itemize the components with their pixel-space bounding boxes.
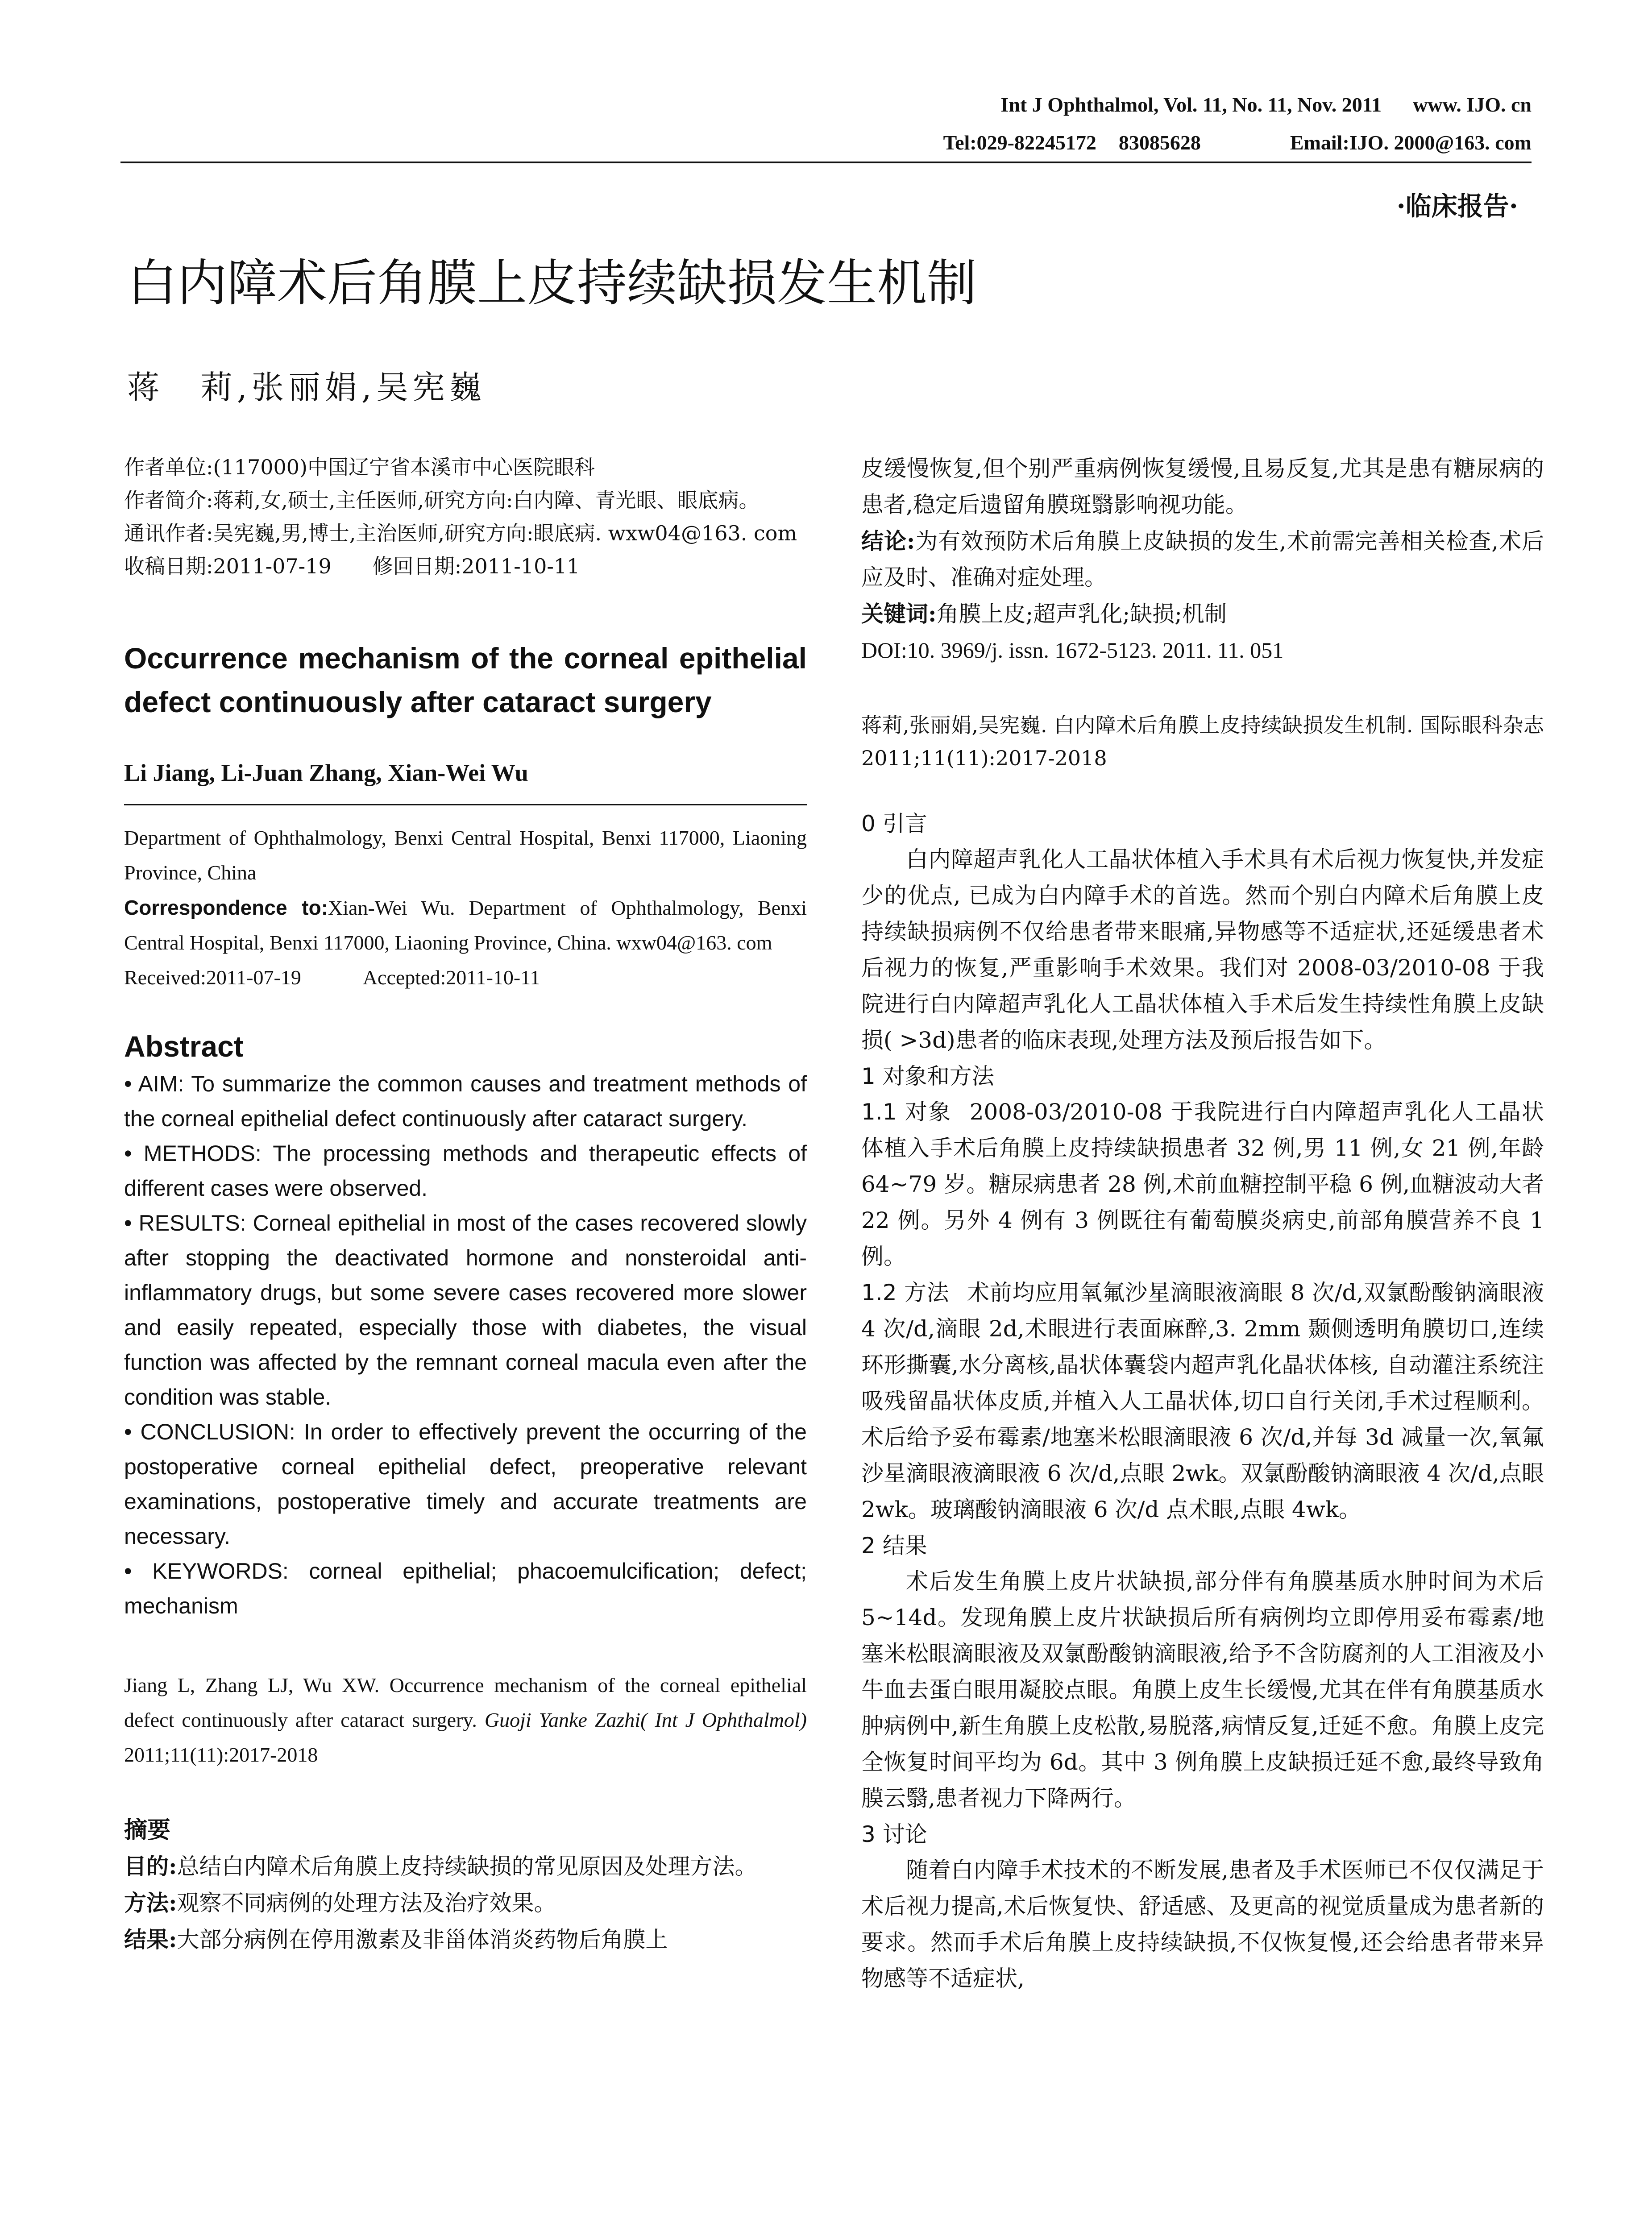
subjects-paragraph	[861, 1094, 1544, 1275]
abstract-conclusion: • CONCLUSION: In order to effectively prevent the occurring of the postoperative corneal epithelial defect, preoperative relevant examinations, postoperative timely and accurate treatments are necessary.	[124, 1419, 807, 1549]
methods-heading: 1 对象和方法	[861, 1063, 994, 1089]
methods-text: 术前均应用氧氟沙星滴眼液滴眼 8 次/d,双氯酚酸钠滴眼液 4 次/d,滴眼 2d,术眼进行表面麻醉,3. 2mm 颞侧透明角膜切口,连续环形撕囊,水分离核,晶状体囊袋内超声乳化晶状体核, 自动灌注系统注吸残留晶状体皮质,并植入人工晶状体,切口自行关闭,手术过程顺利。术后给予妥布霉素/地塞米松眼滴眼液 6 次/d,并每 3d 减量一次,氧氟沙星滴眼液滴眼液 6 次/d,点眼 2wk。双氯酚酸钠滴眼液 4 次/d,点眼 2wk。玻璃酸钠滴眼液 6 次/d 点术眼,点眼 4wk。	[861, 1280, 1544, 1522]
authors-rule	[124, 804, 807, 805]
zh-keywords-text: 角膜上皮;超声乳化;缺损;机制	[936, 601, 1227, 627]
intro-heading: 0 引言	[861, 811, 927, 837]
abstract-aim: • AIM: To summarize the common causes and treatment methods of the corneal epithelial defect continuously after cataract surgery.	[124, 1071, 807, 1131]
methods-label: 1.2 方法	[861, 1280, 950, 1306]
zh-aim-label: 目的:	[124, 1853, 177, 1879]
zh-aim-text: 总结白内障术后角膜上皮持续缺损的常见原因及处理方法。	[177, 1854, 757, 1879]
article-title: 白内障术后角膜上皮持续缺损发生机制	[127, 254, 977, 312]
zh-abstract-results-start	[124, 1921, 807, 1958]
citation-tail: 2011;11(11):2017-2018	[124, 1743, 318, 1766]
subjects-label: 1.1 对象	[861, 1099, 952, 1125]
zh-conclusion-text: 为有效预防术后角膜上皮缺损的发生,术前需完善相关检查,术后应及时、准确对症处理。	[861, 528, 1544, 590]
right-column	[861, 451, 1544, 1997]
correspondence-text: Xian-Wei Wu. Department of Ophthalmology, Benxi Central Hospital, Benxi 117000, Liaoning Province, China. wxw04@163. com	[124, 896, 807, 954]
abstract-keywords: • KEYWORDS: corneal epithelial; phacoemulcification; defect; mechanism	[124, 1559, 807, 1618]
correspondence-label: Correspondence to:	[124, 896, 328, 919]
intro-paragraph: 白内障超声乳化人工晶状体植入手术具有术后视力恢复快,并发症少的优点, 已成为白内障手术的首选。然而个别白内障术后角膜上皮持续缺损病例不仅给患者带来眼痛,异物感等不适症状,还延缓患者术后视力的恢复,严重影响手术效果。我们对 2008-03/2010-08 于我院进行白内障超声乳化人工晶状体植入手术后发生持续性角膜上皮缺损( >3d)患者的临床表现,处理方法及预后报告如下。	[861, 846, 1544, 1053]
zh-abstract-keywords	[861, 596, 1544, 632]
discussion-paragraph: 随着白内障手术技术的不断发展,患者及手术医师已不仅仅满足于术后视力提高,术后恢复快、舒适感、及更高的视觉质量成为患者新的要求。然而手术后角膜上皮持续缺损,不仅恢复慢,还会给患者带来异物感等不适症状,	[861, 1857, 1544, 1991]
journal-tel2: 83085628	[1118, 131, 1201, 154]
zh-methods-text: 观察不同病例的处理方法及治疗效果。	[177, 1890, 556, 1916]
zh-methods-label: 方法:	[124, 1890, 177, 1916]
methods-paragraph	[861, 1275, 1544, 1528]
zh-abstract-heading: 摘要	[124, 1816, 171, 1844]
journal-website: www. IJO. cn	[1413, 93, 1532, 116]
authors-cn: 蒋 莉,张丽娟,吴宪巍	[127, 369, 486, 406]
journal-header-line1	[1000, 91, 1532, 118]
citation-text: Jiang L, Zhang LJ, Wu XW. Occurrence mechanism of the corneal epithelial defect continuously after cataract surgery.	[124, 1674, 807, 1731]
english-department: Department of Ophthalmology, Benxi Central Hospital, Benxi 117000, Liaoning Province, China	[124, 826, 807, 884]
discussion-heading: 3 讨论	[861, 1821, 927, 1847]
journal-email: Email:IJO. 2000@163. com	[1290, 131, 1532, 154]
journal-citation: Int J Ophthalmol, Vol. 11, No. 11, Nov. 2011	[1000, 93, 1382, 116]
abstract-results: • RESULTS: Corneal epithelial in most of the cases recovered slowly after stopping the deactivated hormone and nonsteroidal anti-inflammatory drugs, but some severe cases recovered more slower and easily repeated, especially those with diabetes, the visual function was affected by the remnant corneal macula even after the condition was stable.	[124, 1211, 807, 1410]
citation-journal: Guoji Yanke Zazhi( Int J Ophthalmol)	[484, 1708, 807, 1731]
received-dates-cn: 收稿日期:2011-07-19 修回日期:2011-10-11	[124, 554, 580, 578]
abstract-heading: Abstract	[124, 1030, 244, 1063]
english-correspondence	[124, 890, 807, 960]
journal-tel: Tel:029-82245172	[943, 131, 1096, 154]
zh-conclusion-label: 结论:	[861, 528, 915, 554]
abstract-methods: • METHODS: The processing methods and therapeutic effects of different cases were observed.	[124, 1141, 807, 1201]
zh-results-continued: 皮缓慢恢复,但个别严重病例恢复缓慢,且易反复,尤其是患有糖尿病的患者,稳定后遗留角膜斑翳影响视功能。	[861, 456, 1544, 518]
header-rule	[120, 162, 1532, 163]
subjects-text: 2008-03/2010-08 于我院进行白内障超声乳化人工晶状体植入手术后角膜上皮持续缺损患者 32 例,男 11 例,女 21 例,年龄 64~79 岁。糖尿病患者 28 例,术前血糖控制平稳 6 例,血糖波动大者 22 例。另外 4 例有 3 例既往有葡萄膜炎病史,前部角膜营养不良 1 例。	[861, 1099, 1544, 1269]
zh-results-label: 结果:	[124, 1926, 177, 1953]
author-bio: 作者简介:蒋莉,女,硕士,主任医师,研究方向:白内障、青光眼、眼底病。	[124, 488, 760, 512]
zh-keywords-label: 关键词:	[861, 601, 937, 627]
affiliation-unit: 作者单位:(117000)中国辽宁省本溪市中心医院眼科	[124, 455, 595, 479]
left-column	[124, 451, 807, 1958]
zh-abstract-conclusion	[861, 523, 1544, 596]
journal-header-line2	[943, 129, 1532, 156]
english-authors: Li Jiang, Li-Juan Zhang, Xian-Wei Wu	[124, 759, 528, 786]
section-tag: ·临床报告·	[1396, 191, 1518, 221]
chinese-citation: 蒋莉,张丽娟,吴宪巍. 白内障术后角膜上皮持续缺损发生机制. 国际眼科杂志 2011;11(11):2017-2018	[861, 713, 1544, 770]
zh-results-text-left: 大部分病例在停用激素及非甾体消炎药物后角膜上	[177, 1927, 668, 1953]
english-dates: Received:2011-07-19 Accepted:2011-10-11	[124, 966, 540, 989]
zh-abstract-aim	[124, 1848, 807, 1885]
results-heading: 2 结果	[861, 1533, 927, 1559]
corresponding-author: 通讯作者:吴宪巍,男,博士,主治医师,研究方向:眼底病. wxw04@163. com	[124, 521, 797, 545]
english-citation	[124, 1668, 807, 1772]
english-title: Occurrence mechanism of the corneal epithelial defect continuously after cataract surgery	[124, 642, 807, 718]
doi: DOI:10. 3969/j. issn. 1672-5123. 2011. 11. 051	[861, 638, 1284, 663]
results-paragraph: 术后发生角膜上皮片状缺损,部分伴有角膜基质水肿时间为术后 5~14d。发现角膜上皮片状缺损后所有病例均立即停用妥布霉素/地塞米松眼滴眼液及双氯酚酸钠滴眼液,给予不含防腐剂的人工泪液及小牛血去蛋白眼用凝胶点眼。角膜上皮生长缓慢,尤其在伴有角膜基质水肿病例中,新生角膜上皮松散,易脱落,病情反复,迁延不愈。角膜上皮完全恢复时间平均为 6d。其中 3 例角膜上皮缺损迁延不愈,最终导致角膜云翳,患者视力下降两行。	[861, 1568, 1544, 1811]
zh-abstract-methods	[124, 1885, 807, 1921]
